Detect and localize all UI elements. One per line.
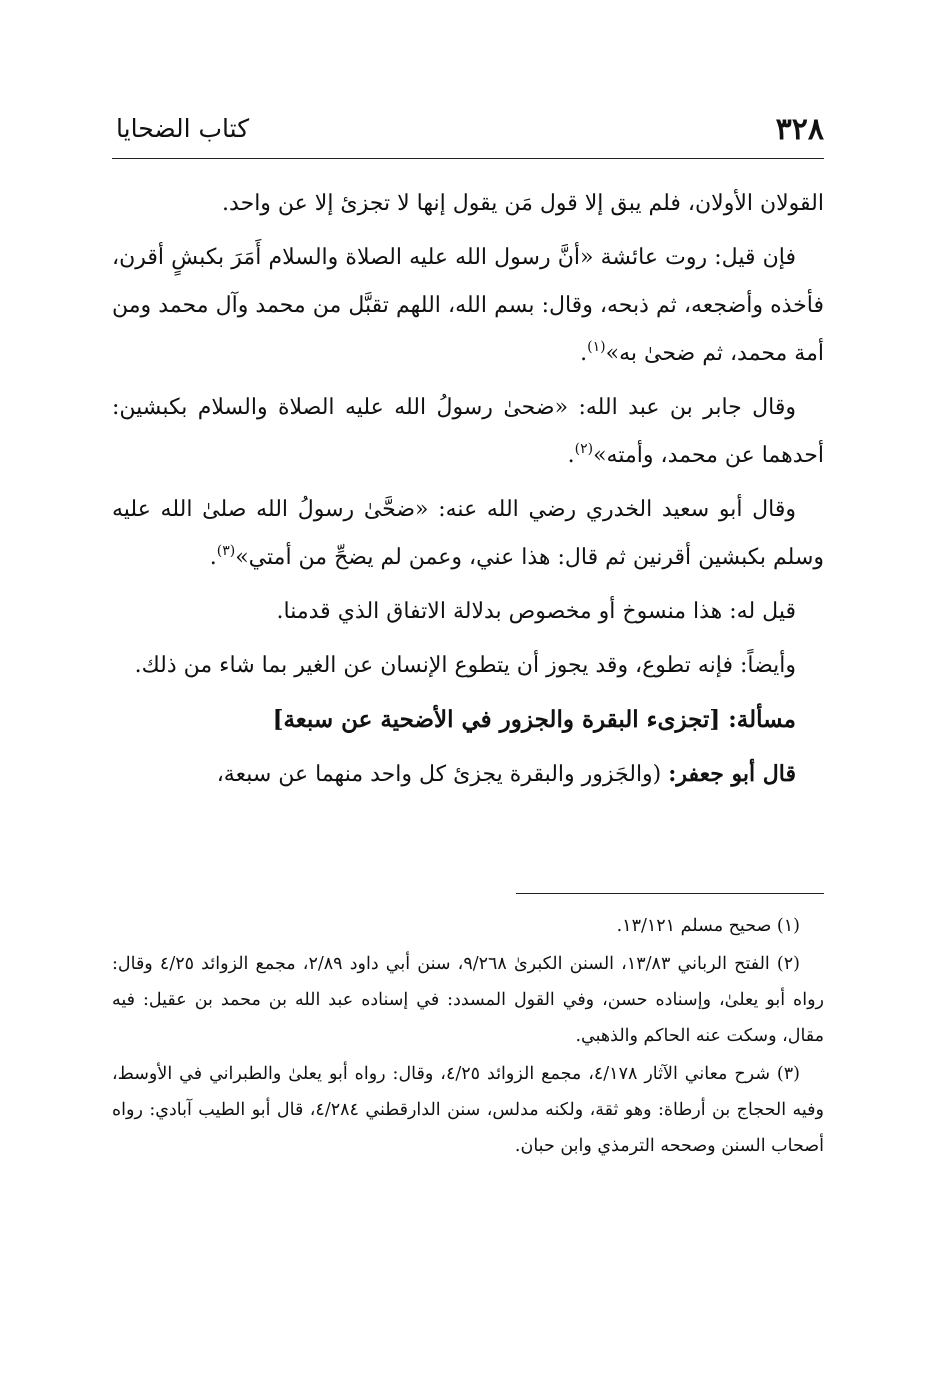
footnote-ref-2[interactable]: (٢) [574, 441, 594, 457]
footnote-ref-1[interactable]: (١) [587, 339, 606, 355]
paragraph-2: فإن قيل: روت عائشة «أنَّ رسول الله عليه الصلاة والسلام أَمَرَ بكبشٍ أقرن، فأخذه وأضجعه، ثم ذبحه، وقال: بسم الله، اللهم تقبَّل من محمد وآل محمد ومن أمة محمد، ثم ضحىٰ به»$^{(١)}$. [112, 245, 824, 366]
footnote-2: (٢) الفتح الرباني ١٣/٨٣، السنن الكبرىٰ ٩/٢٦٨، سنن أبي داود ٢/٨٩، مجمع الزوائد ٤/٢٥ وقال: رواه أبو يعلىٰ، وإسناده حسن، وفي القول المسدد: في إسناده عبد الله بن محمد بن عقيل: فيه مقال، وسكت عنه الحاكم والذهبي. [112, 954, 824, 1046]
footnote-3: (٣) شرح معاني الآثار ٤/١٧٨، مجمع الزوائد ٤/٢٥، وقال: رواه أبو يعلىٰ والطبراني في الأوسط، وفيه الحجاج بن أرطاة: وهو ثقة، ولكنه مدلس، سنن الدارقطني ٤/٢٨٤، قال أبو الطيب آبادي: رواه أصحاب السنن وصححه الترمذي وابن حبان. [112, 1064, 824, 1156]
footnote-rule [516, 893, 824, 894]
page-header [112, 108, 824, 156]
footnote-ref-3[interactable]: (٣) [216, 543, 236, 559]
paragraph-5: قيل له: هذا منسوخ أو مخصوص بدلالة الاتفاق الذي قدمنا. [276, 599, 796, 624]
paragraph-6: وأيضاً: فإنه تطوع، وقد يجوز أن يتطوع الإنسان عن الغير بما شاء من ذلك. [134, 653, 796, 678]
paragraph-1: القولان الأولان، فلم يبق إلا قول مَن يقول إنها لا تجزئ إلا عن واحد. [222, 191, 824, 216]
footnote-1: (١) صحيح مسلم ١٣/١٢١. [616, 916, 800, 936]
header-rule [112, 158, 824, 159]
running-title: كتاب الضحايا [116, 114, 250, 143]
paragraph-7: قال أبو جعفر: (والجَزور والبقرة يجزئ كل واحد منهما عن سبعة، [216, 761, 796, 787]
paragraph-3: وقال جابر بن عبد الله: «ضحىٰ رسولُ الله عليه الصلاة والسلام بكبشين: أحدهما عن محمد، وأمته»$^{(٢)}$. [112, 395, 824, 468]
main-text [112, 180, 824, 805]
paragraph-4: وقال أبو سعيد الخدري رضي الله عنه: «ضحَّىٰ رسولُ الله صلىٰ الله عليه وسلم بكبشين أقرنين ثم قال: هذا عني، وعمن لم يضحِّ من أمتي»$^{(٣)}$. [112, 497, 824, 570]
footnotes [112, 908, 824, 1166]
speaker-label: قال أبو جعفر: [668, 761, 796, 787]
page-number: ٣٢٨ [775, 112, 824, 147]
section-heading: مسألة: [تجزىء البقرة والجزور في الأضحية عن سبعة] [272, 706, 796, 733]
